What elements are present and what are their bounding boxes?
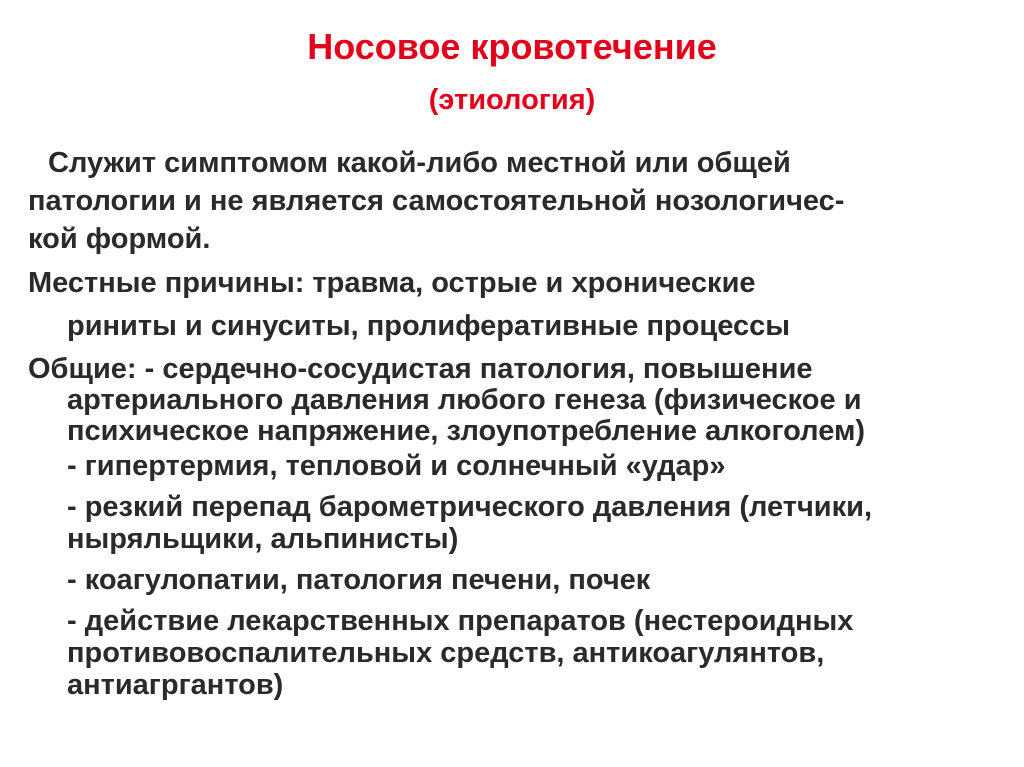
text-line: - коагулопатии, патология печени, почек — [67, 564, 651, 596]
text-line: - резкий перепад барометрического давления (летчики, — [67, 491, 873, 523]
text-line: - действие лекарственных препаратов (нестероидных — [67, 605, 854, 637]
text-line: Служит симптомом какой-либо местной или общей — [48, 147, 791, 179]
text-line: противовоспалительных средств, антикоагулянтов, — [67, 637, 825, 669]
text-line: ныряльщики, альпинисты) — [67, 523, 459, 555]
text-line: кой формой. — [28, 223, 211, 255]
text-line: антиагргантов) — [67, 669, 284, 701]
text-line: Местные причины: травма, острые и хронические — [28, 267, 756, 299]
text-line: психическое напряжение, злоупотребление алкоголем) — [67, 415, 866, 447]
text-line: Общие: - сердечно-сосудистая патология, повышение — [28, 353, 813, 385]
text-line: патологии и не является самостоятельной нозологичес- — [28, 185, 845, 217]
text-line: артериального давления любого генеза (физическое и — [67, 384, 862, 416]
slide-subtitle: (этиология) — [428, 84, 596, 116]
text-line: - гипертермия, тепловой и солнечный «удар» — [67, 450, 726, 482]
text-line: риниты и синуситы, пролиферативные процессы — [67, 310, 791, 342]
slide-title: Носовое кровотечение — [307, 26, 717, 67]
